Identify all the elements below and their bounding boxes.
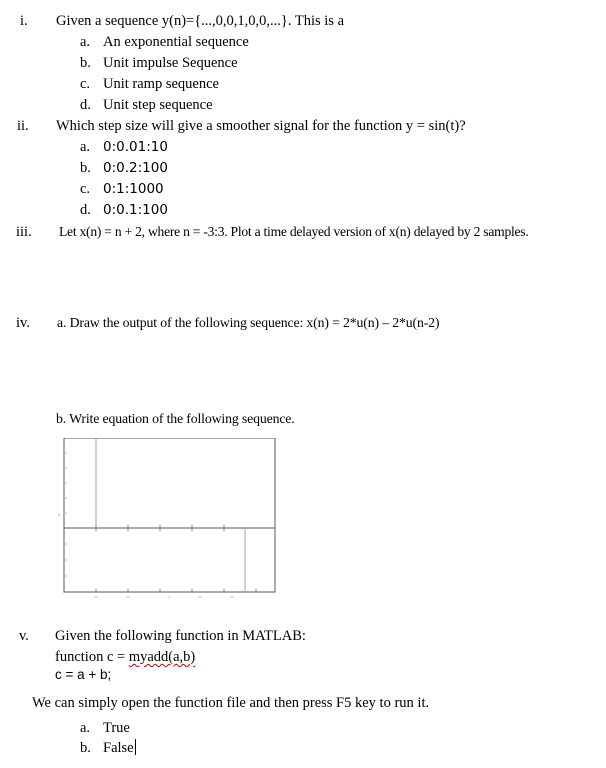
q1-option-d-letter: d. — [80, 97, 91, 113]
plot-x-ticks — [96, 525, 256, 592]
q5-option-b: False — [103, 740, 134, 756]
q5-number: v. — [19, 628, 29, 644]
q5-code-prefix: function c = — [55, 649, 129, 665]
q1-option-b-letter: b. — [80, 55, 91, 71]
q1-option-a-letter: a. — [80, 34, 91, 50]
q2-stem: Which step size will give a smoother signal for the function y = sin(t)? — [56, 118, 466, 134]
q2-option-b: 0:0.2:100 — [103, 160, 168, 176]
q2-option-a: 0:0.01:10 — [103, 139, 168, 155]
text-cursor — [135, 739, 136, 755]
q2-option-a-letter: a. — [80, 139, 91, 155]
q1-option-b: Unit impulse Sequence — [103, 55, 238, 71]
q2-option-c-letter: c. — [80, 181, 91, 197]
q4-number: iv. — [16, 315, 30, 331]
q5-option-a: True — [103, 720, 130, 736]
q3-number: iii. — [16, 224, 32, 240]
q5-option-b-wrap — [103, 739, 136, 757]
q4-part-b: b. Write equation of the following sequence. — [56, 411, 295, 426]
q1-option-c-letter: c. — [80, 76, 91, 92]
q3-text: Let x(n) = n + 2, where n = -3:3. Plot a time delayed version of x(n) delayed by 2 samples. — [59, 224, 529, 239]
q5-code-function-name: myadd(a,b) — [128, 649, 196, 665]
q2-option-c: 0:1:1000 — [103, 181, 164, 197]
q5-option-a-letter: a. — [80, 720, 91, 736]
q2-option-d: 0:0.1:100 — [103, 202, 168, 218]
plot-y-tick-label: 0 — [58, 512, 61, 517]
q1-stem: Given a sequence y(n)={...,0,0,1,0,0,...}. This is a — [56, 13, 345, 29]
q2-option-b-letter: b. — [80, 160, 91, 176]
q1-option-c: Unit ramp sequence — [103, 76, 219, 92]
sequence-plot-figure — [58, 438, 280, 603]
q1-option-a: An exponential sequence — [103, 34, 249, 50]
q5-option-b-letter: b. — [80, 740, 91, 756]
q2-number: ii. — [17, 118, 29, 134]
q5-code-line1 — [55, 648, 195, 666]
q5-stem: Given the following function in MATLAB: — [55, 628, 306, 644]
q4-part-a: a. Draw the output of the following sequence: x(n) = 2*u(n) – 2*u(n-2) — [57, 315, 440, 330]
q1-number: i. — [20, 13, 28, 29]
q5-statement: We can simply open the function file and then press F5 key to run it. — [32, 695, 430, 711]
q5-code-line2: c = a + b; — [55, 667, 112, 682]
q2-option-d-letter: d. — [80, 202, 91, 218]
q1-option-d: Unit step sequence — [103, 97, 213, 113]
